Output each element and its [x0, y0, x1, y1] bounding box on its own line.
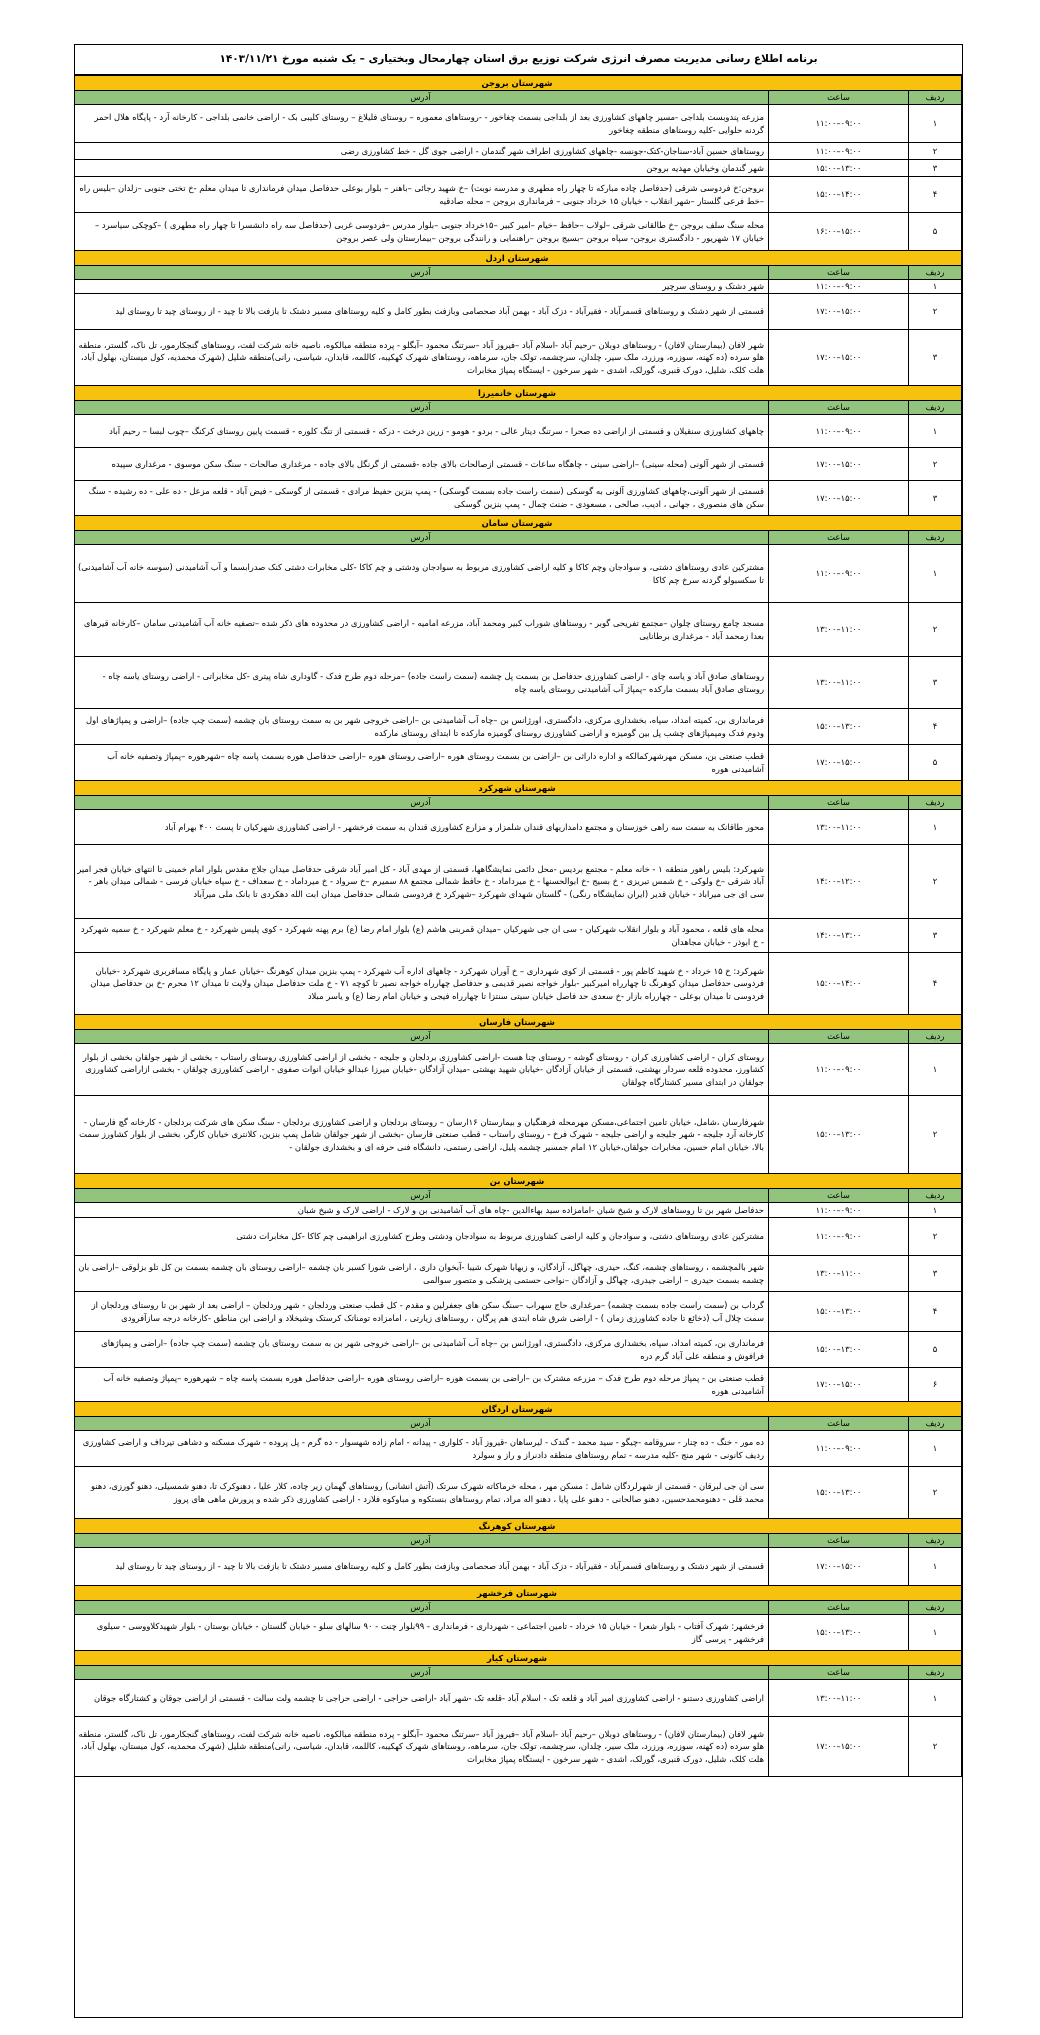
row-number: ۲ [909, 1717, 962, 1777]
row-time: ۱۱:۰۰–۱۳:۰۰ [769, 1680, 909, 1717]
header-address: آدرس [74, 1534, 769, 1548]
row-time: ۱۵:۰۰–۱۷:۰۰ [769, 745, 909, 781]
header-address: آدرس [74, 1030, 769, 1044]
row-time: ۱۵:۰۰–۱۷:۰۰ [769, 481, 909, 516]
table-row [74, 657, 962, 709]
row-time: ۱۱:۰۰–۱۳:۰۰ [769, 657, 909, 709]
header-time: ساعت [769, 531, 909, 545]
county-banner [74, 251, 962, 266]
county-name: شهرستان سامان [74, 516, 962, 531]
row-address: مشترکین عادی روستاهای دشتی، و سوادجان وچم کاکا و کلیه اراضی کشاورزی مربوط به سوادجان ودشتی و چم کاکا -کلی مخابرات دشتی کنک صدرابسما و آب آشامیدنی (سوسه خانه آب آشامیدنی) تا سکسبولو گردنه سرخ چم کاکا [74, 545, 769, 603]
row-number: ۱ [909, 1203, 962, 1218]
row-time: ۰۹:۰۰–۱۱:۰۰ [769, 280, 909, 294]
county-banner [74, 516, 962, 531]
table-row [74, 1368, 962, 1402]
county-name: شهرستان بن [74, 1174, 962, 1189]
row-time: ۱۱:۰۰–۱۳:۰۰ [769, 1256, 909, 1292]
schedule-body [75, 75, 962, 1777]
schedule-table [74, 75, 962, 1777]
column-header-row [74, 266, 962, 280]
row-time: ۱۴:۰۰–۱۵:۰۰ [769, 177, 909, 213]
header-time: ساعت [769, 796, 909, 810]
table-row [74, 143, 962, 160]
column-header-row [74, 401, 962, 415]
row-number: ۵ [909, 1332, 962, 1368]
county-name: شهرستان فارسان [74, 1015, 962, 1030]
row-address: مزرعه پندوبست بلداجی -مسیر چاههای کشاورزی بعد از بلداجی بسمت چغاخور - -روستاهای معموره – روستای فلیلاغ – روستای کلیبی بک - اراضی خانمی بلداجی - کارخانه آرد - پایگاه هلال احمر گردنه حلوایی -کلیه روستاهای منطقه چغاخور [74, 105, 769, 143]
header-row-number: ردیف [909, 531, 962, 545]
header-row-number: ردیف [909, 1030, 962, 1044]
table-row [74, 280, 962, 294]
header-row-number: ردیف [909, 1534, 962, 1548]
county-name: شهرستان کوهرنگ [74, 1519, 962, 1534]
table-row [74, 810, 962, 845]
column-header-row [74, 531, 962, 545]
row-number: ۴ [909, 1292, 962, 1332]
county-name: شهرستان شهرکرد [74, 781, 962, 796]
table-row [74, 1615, 962, 1651]
header-row-number: ردیف [909, 1417, 962, 1431]
table-row [74, 1256, 962, 1292]
row-address: محله های قلعه ، محمود آباد و بلوار انقلاب شهرکیان - سی ان جی شهرکیان –میدان قمربنی هاشم (ع) بلوار امام رضا (ع) برم پهنه شهرکرد - کوی پلیس شهرکرد - خ معلم شهرکرد - خ سمیه شهرکرد - خ ابوذر - خیابان مجاهدان [74, 919, 769, 953]
row-time: ۰۹:۰۰–۱۱:۰۰ [769, 545, 909, 603]
row-time: ۱۴:۰۰–۱۵:۰۰ [769, 953, 909, 1015]
row-address: محور طاقانک به سمت سه راهی خوزستان و مجتمع دامداریهای قندان شلمزار و مزارع کشاورزی قندان به سمت فرخشهر - اراضی کشاورزی شهرکیان تا پست ۴۰۰ بهرام آباد [74, 810, 769, 845]
row-address: قطب صنعتی بن، مسکن مهرشهرکمالکه و اداره داراثی بن –اراضی بن بسمت روستای هوره –اراضی روستای هوره –اراضی حدفاصل هوره بسمت پاسه چاه –شهرهوره –پمپاژ وتصفیه خانه آب آشامیدنی هوره [74, 745, 769, 781]
table-row [74, 709, 962, 745]
header-address: آدرس [74, 1666, 769, 1680]
row-number: ۳ [909, 481, 962, 516]
header-address: آدرس [74, 796, 769, 810]
table-row [74, 330, 962, 386]
row-number: ۴ [909, 709, 962, 745]
row-address: فرخشهر: شهرک آفتاب - بلوار شعرا - خیابان ۱۵ خرداد - تامین اجتماعی - شهرداری - فرمانداری - ۹۹بلوار چنت - ۹۰ سالهای سلو - خیابان گلستان - خیابان بوستان - بلوار شهیدکلاووسی - سیلوی فرخشهر - پرسی گاز [74, 1615, 769, 1651]
row-address: شهر دشتک و روستای سرچیر [74, 280, 769, 294]
row-number: ۳ [909, 1256, 962, 1292]
row-number: ۴ [909, 177, 962, 213]
row-address: مشترکین عادی روستاهای دشتی، و سوادجان و کلیه اراضی کشاورزی مربوط به سوادجان ودشتی وطرح کشاورزی ابراهیمی چم کاکا -کل مخابرات دشتی [74, 1218, 769, 1256]
row-number: ۳ [909, 919, 962, 953]
header-address: آدرس [74, 531, 769, 545]
row-time: ۱۲:۰۰–۱۴:۰۰ [769, 845, 909, 919]
row-address: محله سنگ سلف بروجن –خ طالقانی شرقی –لولاب –حافظ –خیام –امیر کبیر –۱۵خرداد جنوبی –بلوار مدرس –فردوسی غربی (حدفاصل سه راه دانشسرا تا چهار راه مطهری ) –کوچکی سیاسرد –خیابان ۱۷ شهریور - دادگستری بروجن- سپاه بروجن –بسیج بروجن –راهنمایی و رانندگی بروجن –بیمارستان ولی عصر بروجن [74, 213, 769, 251]
row-address: قسمتی از شهر دشتک و روستاهای قسمرآباد - فقیرآباد - دزک آباد - بهمن آباد صحصامی وبازفت بطور کامل و کلیه روستاهای مسیر دشتک تا بازفت بالا تا چید - از روستای چید تا روستای لید [74, 1548, 769, 1586]
table-row [74, 1218, 962, 1256]
header-time: ساعت [769, 1189, 909, 1203]
header-row-number: ردیف [909, 1189, 962, 1203]
row-address: شهر لافان (بیمارستان لافان) - روستاهای دوبلان –رحیم آباد -اسلام آباد –فیروز آباد –سرتنگ محمود –آبگلو - پرده منطقه مبالکوه، ناصیه خانه شرکت لفت، روستاهای گنجکارمور، تل ناک، گلستر، منطقه هلو سرده (ده کهنه، سوزره، ورزرد، ملک سیر، چلدان، سرچشمه، تولک جان، سرماهه، روستاهای شهرک کهکیبه، کاللمه، قابدان، شیاسی، رانی)منطقه شلیل (شهرک محمدیه، کول میستان، بهلول آباد، هلت کلک، شلیل، دورک قنبری، گورلک، اشدی - شهر سرخون - ایستگاه پمپاژ مخابرات [74, 330, 769, 386]
header-address: آدرس [74, 401, 769, 415]
county-banner [74, 1651, 962, 1666]
row-number: ۱ [909, 1680, 962, 1717]
column-header-row [74, 1534, 962, 1548]
row-time: ۱۵:۰۰–۱۷:۰۰ [769, 1368, 909, 1402]
header-row-number: ردیف [909, 1666, 962, 1680]
row-time: ۰۹:۰۰–۱۱:۰۰ [769, 143, 909, 160]
row-number: ۲ [909, 1467, 962, 1519]
header-time: ساعت [769, 401, 909, 415]
row-time: ۱۵:۰۰–۱۶:۰۰ [769, 213, 909, 251]
table-row [74, 294, 962, 330]
row-address: شهرفارسان ،شامل، خیابان تامین اجتماعی،مسکن مهرمحله فرهنگیان و بیمارستان ۱۶ارسان – روستای بردلجان و اراضی کشاورزی بردلجان - سنگ سکن های شرکت بردلجان - کارخانه گچ فارسان - کارخانه آرد جلیجه - شهر جلیجه و اراضی جلیجه - شهرک فرخ - روستای راستاب - قطب صنعتی فارسان -بخشی از شهر جولقان شامل پمپ بنزین، کلانتری خیابان کارگر، بخشی از بلوار کشاورز سمت بالا، خیابان امام حسین، مخابرات جولقان،خیابان ۱۲ امام جمسیر چشمه پلیل، اراضی رستمی، دانشگاه فنی حرفه ای و بخشداری جولقان - [74, 1096, 769, 1174]
row-time: ۱۳:۰۰–۱۵:۰۰ [769, 709, 909, 745]
header-time: ساعت [769, 1030, 909, 1044]
table-row [74, 105, 962, 143]
row-number: ۶ [909, 1368, 962, 1402]
header-address: آدرس [74, 1417, 769, 1431]
header-time: ساعت [769, 1534, 909, 1548]
row-address: شهر لافان (بیمارستان لافان) - روستاهای دوبلان –رحیم آباد -اسلام آباد –فیروز آباد –سرتنگ محمود –آبگلو - پرده منطقه مبالکوه، ناصیه خانه شرکت لفت، روستاهای گنجکارمور، تل ناک، گلستر، منطقه هلو سرده (ده کهنه، سوزره، ورزرد، ملک سیر، چلدان، سرچشمه، تولک جان، سرماهه، روستاهای شهرک کهکیبه، کاللمه، قابدان، شیاسی، رانی)منطقه شلیل (شهرک محمدیه، کول میستان، بهلول آباد، هلت کلک، شلیل، دورک قنبری، گورلک، اشدی - شهر سرخون - ایستگاه پمپاژ مخابرات [74, 1717, 769, 1777]
county-banner [74, 386, 962, 401]
row-number: ۱ [909, 1615, 962, 1651]
table-row [74, 160, 962, 177]
row-time: ۱۵:۰۰–۱۷:۰۰ [769, 1548, 909, 1586]
row-number: ۳ [909, 330, 962, 386]
row-address: روستای کران - اراضی کشاورزی کران - روستای گوشه - روستای چنا هست -اراضی کشاورزی بردلجان و جلیجه - بخشی از اراضی کشاورزی روستای راستاب - بخشی از شهر جولقان بخشی از بلوار کشاورز، محدوده قلعه سردار بهشتی، قسمتی از خیابان آزادگان -خیابان شهید بهشتی -میدان آزادگان -خیابان میرزا عبدالو خیابان انوات صفوی - اراضی کشاورزی چولقان - بخشی ازاراضی کشاورزی جولقان در ابتدای مسیر کشتارگاه چولقان [74, 1044, 769, 1096]
table-row [74, 448, 962, 481]
row-time: ۱۱:۰۰–۱۳:۰۰ [769, 603, 909, 657]
document-title: برنامه اطلاع رسانی مدیریت مصرف انرژی شرکت توزیع برق استان چهارمحال وبختیاری – یک شنبه مورخ ۱۴۰۳/۱۱/۲۱ [75, 45, 962, 75]
row-address: فرمانداری بن، کمیته امداد، سپاه، بخشداری مرکزی، دادگستری، اورژانس بن –چاه آب آشامیدنی بن –اراضی خروجی شهر بن به سمت روستای بان چشمه (سمت چپ جاده) –اراضی و پمپاژهای فرافوش و منطقه علی آباد گرم دره [74, 1332, 769, 1368]
header-row-number: ردیف [909, 401, 962, 415]
header-time: ساعت [769, 1601, 909, 1615]
row-address: اراضی کشاورزی دستنو - اراضی کشاورزی امیر آباد و قلعه تک - اسلام آباد -قلعه تک -شهر آباد -اراضی حراجی - اراضی حراجی تا چشمه ولت سالت - قسمتی از اراضی جوقان و کشتارگاه جوقان [74, 1680, 769, 1717]
row-address: قسمتی از شهر آلونی،چاههای کشاورزی آلونی به گوسکی (سمت راست جاده بسمت گوسکی) - پمپ بنزین حفیظ مرادی - قسمتی از گوسکی - فیض آباد - قلعه مزعل - ده علی - ده رشیده - سنگ سکن های منصوری ، جهانی ، ادیب، صالحی ، مسعودی - ضنت چمال - پمپ بنزین گوسکی [74, 481, 769, 516]
table-row [74, 845, 962, 919]
header-address: آدرس [74, 266, 769, 280]
column-header-row [74, 91, 962, 105]
row-number: ۱ [909, 415, 962, 448]
row-address: شهر گندمان وخیابان مهدیه بروجن [74, 160, 769, 177]
row-address: قسمتی از شهر آلونی (محله سینی) –اراضی سینی - چاهگاه ساعات - قسمتی ازصالحات بالای جاده -قسمتی از گرنگل بالای جاده - مرغداری صالحات - سنگ سکن موسوی - مرغداری سپیده [74, 448, 769, 481]
row-number: ۲ [909, 448, 962, 481]
header-time: ساعت [769, 91, 909, 105]
row-number: ۲ [909, 603, 962, 657]
row-time: ۱۳:۰۰–۱۵:۰۰ [769, 1332, 909, 1368]
row-time: ۰۹:۰۰–۱۱:۰۰ [769, 1044, 909, 1096]
row-time: ۰۹:۰۰–۱۱:۰۰ [769, 105, 909, 143]
row-time: ۰۹:۰۰–۱۱:۰۰ [769, 1431, 909, 1467]
row-number: ۲ [909, 294, 962, 330]
row-address: شهرکرد: بلیس راهور منطقه ۱ - خانه معلم - مجتمع بردیس -محل دائمی نمایشگاهها، قسمتی از مهدی آباد - کل امیر آباد شرقی حدفاصل میدان جلاج مقدس بلوار امام خمینی تا انتهای خیابان فجر امیر آباد شرقی –خ ولوکی - خ شمس تبریزی - خ بسیج -خ ابوالحسنها - خ میرداماد - خ حافظ شمالی مجتمع ۸۸ سمیرم –خ سرواد - خ میرداماد - خ سعداف - خ سپاه خیابان فرسی - شمالی میدان باهر - سی ای جی میراباد - خیابان قدیر (ایران نمایشگاه رنگی) - گلستان شهدای شهرکرد –شهرکرد خ فردوسی شمالی حدفاصل میدان ابت الله دهکردی تا بانک ملی میرآباد [74, 845, 769, 919]
county-banner [74, 1015, 962, 1030]
row-address: گرداب بن (سمت راست جاده بسمت چشمه) –مرغداری حاج سهراب –سنگ سکن های جعفرلین و مقدم - کل قطب صنعتی وردلجان - شهر وردلجان – اراضی بعد از شهر بن تا روستای وردلجان از سمت چلال آب (ذخائع تا جاده کشاورزی زمان ) - اراضی شرق شاه ابتدی هم پرگان ، روستاهای زیارتی ، امامزاده تومناتک کرستک وشیخلاد و اراضی این مناطق -کارخانه درجه سازآفرودی [74, 1292, 769, 1332]
column-header-row [74, 1189, 962, 1203]
row-address: چاههای کشاورزی سنقیلان و قسمتی از اراضی ده صحرا - سرتنگ دیتار عالی - بردو - هومو - زرین درخت - درکه - قسمتی از تنگ کلوره - قسمت پایین روستای کرکنگ –چوب لبسا – رحیم آباد [74, 415, 769, 448]
row-number: ۱ [909, 545, 962, 603]
county-banner [74, 1586, 962, 1601]
county-banner [74, 1519, 962, 1534]
row-address: شهر بالمچشمه ، روستاهای چشمه، کنگ، حیدری، چهاگل، آزادگان، و زبهابا شهرک شیبا -آبخوان داری ، اراضی شورا کسبر بان چشمه –اراضی روستای بان چشمه بسمت بن کل تلو بزلوقی –اراضی بان چشمه بسمت حیدری – اراضی جیدری، چهاگل و آزادگان –نواحی حستمی پزشکی و متصور سوالمی [74, 1256, 769, 1292]
row-time: ۰۹:۰۰–۱۱:۰۰ [769, 415, 909, 448]
header-row-number: ردیف [909, 796, 962, 810]
county-name: شهرستان اردل [74, 251, 962, 266]
row-number: ۳ [909, 657, 962, 709]
table-row [74, 481, 962, 516]
table-row [74, 1717, 962, 1777]
table-row [74, 1292, 962, 1332]
header-address: آدرس [74, 1601, 769, 1615]
row-number: ۲ [909, 143, 962, 160]
header-time: ساعت [769, 1666, 909, 1680]
row-address: روستاهای صادق آباد و یاسه چای - اراضی کشاورزی حدفاصل بن بسمت پل چشمه (سمت راست جاده) –مرحله دوم طرح فدک - گاوداری شاه پیتری -کل مخابراتی - اراضی روستای یاسه چاه - روستای صادق آباد بسمت مارکده –پمپاژ آب آشامیدنی روستای یاسه چاه [74, 657, 769, 709]
row-number: ۱ [909, 105, 962, 143]
row-address: قطب صنعتی بن - پمپاژ مرحله دوم طرح فدک – مزرعه مشترک بن –اراضی بن بسمت هوره –اراضی روستای هوره –اراضی حدفاصل هوره بسمت پاسه چاه – شهرهوره –پمپاژ وتصفیه خانه آب آشامیدنی هوره [74, 1368, 769, 1402]
row-address: مسجد چامع روستای چلوان –مجتمع تفریحی گوبر - روستاهای شوراب کبیر ومحمد آباد، مزرعه امامیه - اراضی کشاورزی در محدوده های ذکر شده –تصفیه خانه آب آشامیدنی سامان –کارخانه قیرهای بعدا زمحمد آباد - مرغداری برطانایی [74, 603, 769, 657]
row-time: ۱۵:۰۰–۱۷:۰۰ [769, 1717, 909, 1777]
county-name: شهرستان بروجن [74, 76, 962, 91]
row-address: روستاهای حسین آباد-سناجان-کتک-جونسه -چاههای کشاورزی اطراف شهر گندمان - اراضی جوی گل - خط کشاورزی رضی [74, 143, 769, 160]
row-time: ۱۳:۰۰–۱۵:۰۰ [769, 160, 909, 177]
header-time: ساعت [769, 266, 909, 280]
row-number: ۵ [909, 745, 962, 781]
column-header-row [74, 796, 962, 810]
column-header-row [74, 1666, 962, 1680]
row-address: قسمتی از شهر دشتک و روستاهای قسمرآباد - فقیرآباد - دزک آباد - بهمن آباد صحصامی وبازفت بطور کامل و کلیه روستاهای مسیر دشتک تا بازفت بالا تا چید - از روستای چید تا روستای لید [74, 294, 769, 330]
row-address: بروجن:خ فردوسی شرقی (حدفاصل چاده مبارکه تا چهار راه مطهری و مدرسه نوبت) –خ شهید رجائی –باهنر – بلوار بوعلی حدفاصل میدان فرمانداری تا میدان معلم -خ تختی جنوبی –زلدان –بلیس راه –خط فرعی گلستار –شهر انقلاب - خیابان ۱۵ خرداد جنوبی – فرمانداری بروجن – محله صادقیه [74, 177, 769, 213]
header-address: آدرس [74, 91, 769, 105]
row-time: ۱۵:۰۰–۱۷:۰۰ [769, 294, 909, 330]
row-number: ۵ [909, 213, 962, 251]
header-address: آدرس [74, 1189, 769, 1203]
row-address: شهرکرد: خ ۱۵ خرداد - خ شهید کاظم پور - قسمتی از کوی شهرداری – خ آوران شهرکرد - چاههای اداره آب شهرکرد - پمپ بنزین میدان کوهرنگ -خیابان عمار و پایگاه مسافربری شهرکرد -خیابان فردوسی حدفاصل میدان کوهرنگ تا چهارراه امیرکبیر -بلوار خواجه نصیر قدیمی و حدفاصل چهارراه خواجه نصیر تا کوچه ۷۱ - خ ملت حدفاصل میدان ولایت تا میدان ۱۲ محرم -خ بن حدفاصل میدان فردوسی تا میدان بوعلی - چهارراه بازار -خ سعدی حد فاصل خیابان سیتی سنتزا تا چهارراه فیجی و خیابان امام رضا (ع) و یاسر مبلاد [74, 953, 769, 1015]
row-number: ۲ [909, 845, 962, 919]
row-number: ۲ [909, 1218, 962, 1256]
table-row [74, 1548, 962, 1586]
table-row [74, 1680, 962, 1717]
row-number: ۳ [909, 160, 962, 177]
outage-schedule-sheet [74, 44, 963, 2018]
table-row [74, 1096, 962, 1174]
row-address: ده مور - خنگ - ده چنار - سروقامه -چیگو - سید محمد - گندک - لیرساهان -قیروز آباد - کلواری - پیدانه - امام زاده شهسوار - ده گرم - پل پروده - شهرک مسکنه و دشاهی تیرداف و اراضی کشاورزی ردیف کانونی - شهر منج -کلیه مدرسه - تمام روستاهای منطقه دادنراز و راز و سولرد [74, 1431, 769, 1467]
county-banner [74, 1174, 962, 1189]
table-row [74, 1044, 962, 1096]
county-banner [74, 76, 962, 91]
row-time: ۱۵:۰۰–۱۷:۰۰ [769, 448, 909, 481]
table-row [74, 953, 962, 1015]
county-name: شهرستان اردگان [74, 1402, 962, 1417]
column-header-row [74, 1601, 962, 1615]
row-time: ۱۳:۰۰–۱۵:۰۰ [769, 1615, 909, 1651]
header-row-number: ردیف [909, 91, 962, 105]
table-row [74, 603, 962, 657]
column-header-row [74, 1417, 962, 1431]
row-number: ۱ [909, 280, 962, 294]
table-row [74, 545, 962, 603]
county-banner [74, 1402, 962, 1417]
table-row [74, 919, 962, 953]
table-row [74, 1431, 962, 1467]
row-number: ۴ [909, 953, 962, 1015]
row-number: ۱ [909, 1431, 962, 1467]
table-row [74, 745, 962, 781]
table-row [74, 1332, 962, 1368]
table-row [74, 415, 962, 448]
row-address: سی ان جی لبرقان - قسمتی از شهرلردگان شامل : مسکن مهر ، محله خرماکاته شهرک سرتک (آتش انشانی) روستاهای گهمان زیر چاده، کلار علیا ، دهنوکرک تا، دهنو شمسیلی، دهنو گورزی، دهنو محمد قلی - دهنومحمدحسین، دهنو صالحانی - دهنو علی پایا ، دهنو اله مراد، تمام روستاهای بنستکوه و مباوکوه فلارد - اراضی کشاورزی ذکر شده و پرورش ماهی های پروز [74, 1467, 769, 1519]
row-number: ۱ [909, 810, 962, 845]
row-number: ۲ [909, 1096, 962, 1174]
row-number: ۱ [909, 1044, 962, 1096]
header-time: ساعت [769, 1417, 909, 1431]
row-address: فرمانداری بن، کمیته امداد، سپاه، بخشداری مرکزی، دادگستری، اورژانس بن –چاه آب آشامیدنی بن –اراضی خروجی شهر بن به سمت روستای بان چشمه (سمت چپ جاده) –اراضی و پمپاژهای اول ودوم فدک ومپمپاژهای چشب پل بین گومیزه و اراضی کشاورزی روستای گومیزه مارکده تا ابتدای روستای مارکده [74, 709, 769, 745]
row-time: ۰۹:۰۰–۱۱:۰۰ [769, 1218, 909, 1256]
county-name: شهرستان فرخشهر [74, 1586, 962, 1601]
row-time: ۱۱:۰۰–۱۳:۰۰ [769, 810, 909, 845]
row-address: حدفاصل شهر بن تا روستاهای لارک و شیخ شبان -امامزاده سید بهاءالدین -چاه های آب آشامیدنی بن و لارک - اراضی لارک و شیخ شبان [74, 1203, 769, 1218]
row-time: ۱۳:۰۰–۱۵:۰۰ [769, 1292, 909, 1332]
row-number: ۱ [909, 1548, 962, 1586]
table-row [74, 177, 962, 213]
header-row-number: ردیف [909, 1601, 962, 1615]
table-row [74, 213, 962, 251]
row-time: ۱۳:۰۰–۱۵:۰۰ [769, 1096, 909, 1174]
row-time: ۰۹:۰۰–۱۱:۰۰ [769, 1203, 909, 1218]
row-time: ۱۵:۰۰–۱۷:۰۰ [769, 330, 909, 386]
table-row [74, 1467, 962, 1519]
county-banner [74, 781, 962, 796]
row-time: ۱۳:۰۰–۱۵:۰۰ [769, 1467, 909, 1519]
header-row-number: ردیف [909, 266, 962, 280]
row-time: ۱۳:۰۰–۱۴:۰۰ [769, 919, 909, 953]
county-name: شهرستان خانمیرزا [74, 386, 962, 401]
table-row [74, 1203, 962, 1218]
county-name: شهرستان کیار [74, 1651, 962, 1666]
column-header-row [74, 1030, 962, 1044]
